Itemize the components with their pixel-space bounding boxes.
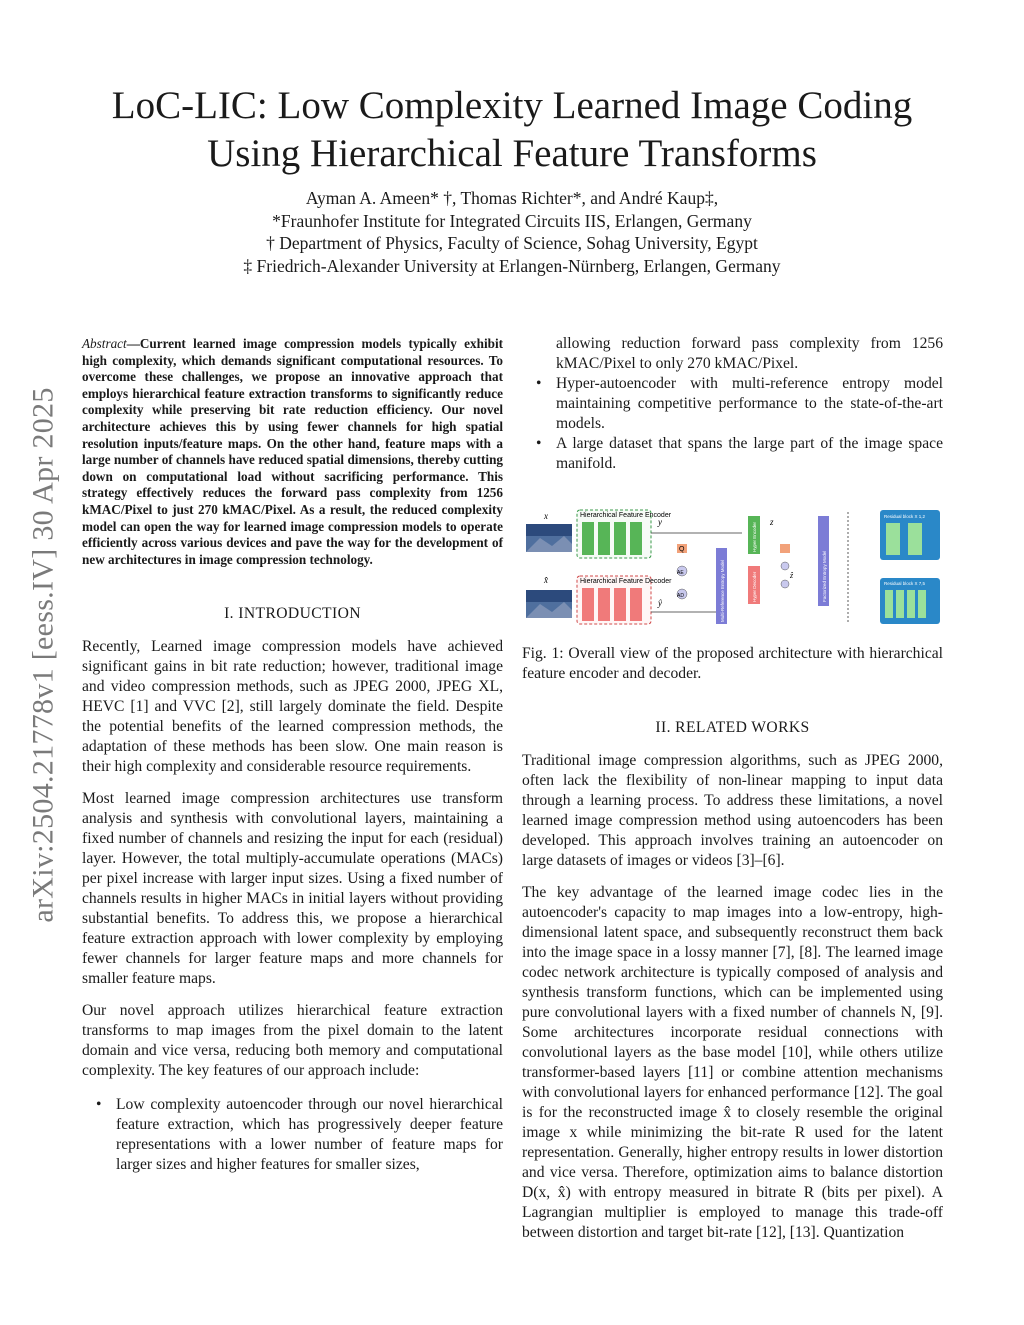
- label-y: y: [658, 517, 662, 527]
- label-fact-entropy: Factorized Entropy Model: [822, 550, 827, 602]
- abstract: [82, 336, 503, 568]
- abstract-label: Abstract: [82, 336, 127, 351]
- affiliation-1: *Fraunhofer Institute for Integrated Circuits IIS, Erlangen, Germany: [272, 210, 752, 231]
- input-image-sky: [526, 524, 572, 536]
- author-block: [60, 187, 964, 277]
- res-b-layer-1: [885, 590, 893, 618]
- feature-list-continued: [522, 374, 943, 474]
- paper-title: [60, 82, 964, 178]
- feature-item-3: • A large dataset that spans the large part of the image space manifold.: [556, 434, 943, 474]
- res-b-layer-2: [896, 590, 904, 618]
- arxiv-id: arXiv:2504.21778v1 [eess.IV] 30 Apr 2025: [27, 387, 61, 923]
- label-x: x: [544, 511, 548, 521]
- decoder-layer-3: [614, 588, 626, 621]
- label-xhat: x̂: [544, 575, 548, 585]
- related-paragraph-1: Traditional image compression algorithms, such as JPEG 2000, often lack the flexibility of non-linear mapping to input data through a learning process. To address these limitations, a novel learned image compression method using autoencoders has been developed. This approach involves training an autoencoder on large datasets of images or videos [3]–[6].: [522, 752, 943, 869]
- encoder-title: Hierarchical Feature Encoder: [580, 512, 672, 519]
- label-q: Q: [679, 546, 685, 553]
- quantizer-q2: [780, 544, 790, 553]
- section-heading-introduction: I. INTRODUCTION: [224, 605, 361, 623]
- abstract-text: —Current learned image compression models typically exhibit high complexity, which demands significant computational resources. To overcome these challenges, we propose an innovative approach that employs hierarchical feature extraction transforms to significantly reduce complexity while preserving bit rate reduction efficiency. Our novel architecture achieves this by using fewer channels for high spatial resolution inputs/feature maps. On the other hand, feature maps with a large number of channels have reduced spatial dimensions, thereby cutting down on computational load without sacrificing performance. This strategy effectively reduces the forward pass complexity from 1256 kMAC/Pixel to just 270 kMAC/Pixel. As a result, the reduced complexity model can open the way for learned image compression models to operate efficiently across various devices and pave the way for the development of new architectures in image compression technology.: [82, 336, 503, 567]
- arxiv-sidebar: [22, 350, 66, 960]
- feature-list: [82, 1095, 503, 1175]
- arith-decoder-2: [781, 580, 789, 588]
- decoder-layer-1: [582, 588, 594, 621]
- architecture-figure: [522, 508, 943, 626]
- decoder-title: Hierarchical Feature Decoder: [580, 578, 672, 585]
- feature-item-1: • Low complexity autoencoder through our novel hierarchical feature extraction, which has progressively deeper feature representations with a lower number of feature maps for larger sizes and higher features for smaller sizes,: [116, 1095, 503, 1175]
- intro-paragraph-1: Recently, Learned image compression models have achieved significant gains in bit rate reduction; however, traditional image and video compression methods, such as JPEG 2000, JPEG XL, HEVC [1] and VVC [2], still largely dominate the field. Despite the potential benefits of the learned compression methods, the adaptation of these methods has been slow. One main reason is their high complexity and considerable resource requirements.: [82, 638, 503, 776]
- decoder-layer-2: [598, 588, 610, 621]
- encoder-layer-2: [598, 522, 610, 555]
- label-ad: AD: [677, 593, 684, 599]
- intro-paragraph-3: Our novel approach utilizes hierarchical feature extraction transforms to map images from the pixel domain to the latent domain and vice versa, reducing both memory and computational complexity. The key features of our approach include:: [82, 1002, 503, 1080]
- label-ae: AE: [677, 570, 684, 576]
- author-names: Ayman A. Ameen* †, Thomas Richter*, and André Kaup‡,: [305, 188, 719, 208]
- arith-encoder-2: [781, 562, 789, 570]
- title-line-2: Using Hierarchical Feature Transforms: [207, 132, 817, 175]
- label-hyper-encoder: Hyper Encoder: [752, 521, 757, 552]
- res-b-layer-4: [918, 590, 926, 618]
- label-zhat: ẑ: [790, 571, 794, 580]
- figure-caption: Fig. 1: Overall view of the proposed architecture with hierarchical feature encoder and decoder.: [522, 645, 943, 682]
- res-a-layer-1: [886, 523, 900, 555]
- affiliation-2: † Department of Physics, Faculty of Science, Sohag University, Egypt: [266, 233, 758, 253]
- res-a-layer-2: [908, 523, 922, 555]
- intro-paragraph-2: Most learned image compression architectures use transform analysis and synthesis with convolutional layers, maintaining a fixed number of channels and resizing the input for each (residual) layer. However, the total multiply-accumulate operations (MACs) per pixel increase with larger input sizes. Using a fixed number of channels results in higher MACs in initial layers without providing substantial benefits. To address this, we propose a hierarchical feature extraction approach with lower complexity by employing fewer channels for larger feature maps and more channels for smaller feature maps.: [82, 790, 503, 988]
- section-heading-related-works: II. RELATED WORKS: [655, 719, 810, 736]
- label-res-block-b: Residual block X 7,5: [884, 581, 926, 586]
- feature-item-1-continued: allowing reduction forward pass complexity from 1256 kMAC/Pixel to only 270 kMAC/Pixel.: [556, 335, 943, 372]
- label-res-block-a: Residual block X 1,2: [884, 514, 926, 519]
- feature-item-2: • Hyper-autoencoder with multi-reference entropy model maintaining competitive performance to the state-of-the-art models.: [556, 374, 943, 434]
- decoder-layer-4: [630, 588, 642, 621]
- encoder-layer-4: [630, 522, 642, 555]
- output-image-sky: [526, 590, 572, 602]
- title-line-1: LoC-LIC: Low Complexity Learned Image Coding: [111, 84, 913, 127]
- label-z: z: [770, 517, 774, 527]
- res-b-layer-3: [907, 590, 915, 618]
- label-yhat: ŷ: [658, 598, 662, 608]
- left-column: [82, 336, 503, 1175]
- right-column: [522, 334, 943, 1255]
- label-hyper-decoder: Hyper Decoder: [752, 571, 757, 602]
- encoder-layer-3: [614, 522, 626, 555]
- label-mr-entropy: Multi-Reference Entropy Model: [720, 559, 725, 622]
- affiliation-3: ‡ Friedrich-Alexander University at Erlangen-Nürnberg, Erlangen, Germany: [243, 255, 781, 276]
- architecture-diagram: [522, 508, 943, 626]
- encoder-layer-1: [582, 522, 594, 555]
- related-paragraph-2: The key advantage of the learned image codec lies in the autoencoder's capacity to map images into a low-entropy, high-dimensional latent space, and subsequently reconstruct them back into the image space in a lossy manner [7], [8]. The learned image codec network architecture is typically composed of analysis and synthesis transform functions, which can be implemented using pure convolutional layers with a fixed number of channels N, [9]. Some architectures incorporate residual connections with convolutional layers as the base model [10], while others utilize transformer-based layers [11] or combine attention mechanisms with convolutional layers for enhanced performance [12]. The goal is for the reconstructed image x̂ to closely resemble the original image x while minimizing the bit-rate R used for the latent representation. Generally, higher entropy results in lower distortion and vice versa. Therefore, optimization aims to balance distortion D(x, x̂) with entropy measured in bitrate R (bits per pixel). A Lagrangian multiplier is employed to manage this trade-off between distortion and target bit-rate [12], [13]. Quantization: [522, 884, 943, 1241]
